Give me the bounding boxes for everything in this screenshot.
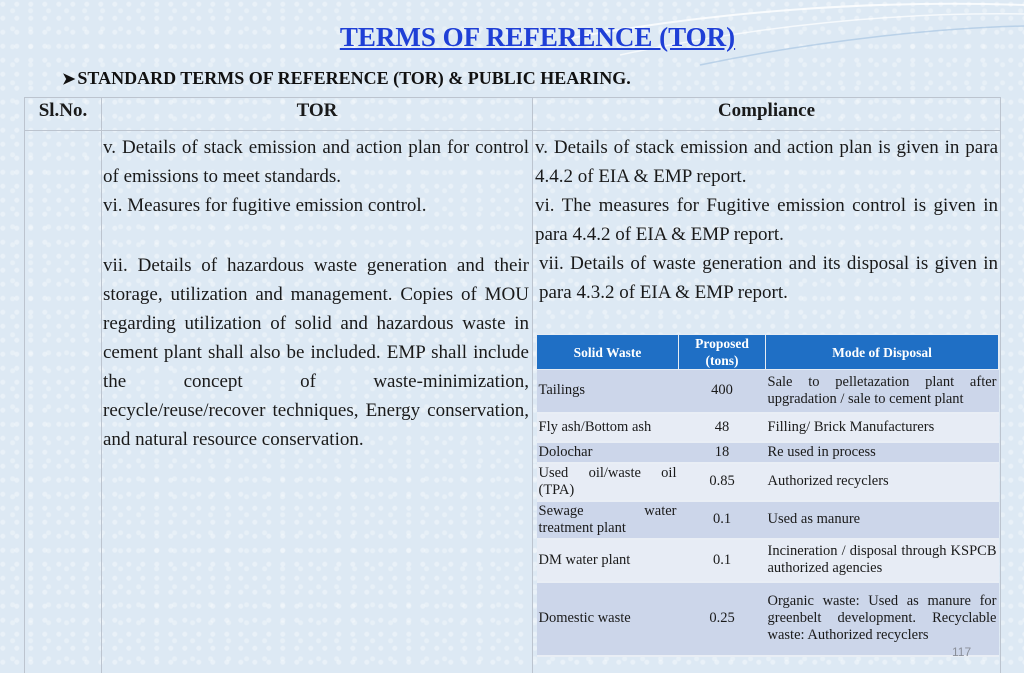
- waste-cell: Fly ash/Bottom ash: [537, 413, 679, 442]
- waste-cell: Used oil/waste oil (TPA): [537, 463, 679, 501]
- compliance-item-vii: vii. Details of waste generation and its disposal is given in para 4.3.2 of EIA & EMP report.: [539, 253, 998, 303]
- tor-item-vi: vi. Measures for fugitive emission control.: [103, 195, 427, 216]
- table-row: [537, 370, 999, 413]
- table-col-divider-2: [532, 97, 533, 673]
- disposal-cell: Sale to pelletazation plant after upgradation / sale to cement plant: [766, 370, 999, 413]
- compliance-column: [535, 133, 998, 307]
- compliance-item-vi: vi. The measures for Fugitive emission control is given in para 4.4.2 of EIA & EMP report.: [535, 195, 998, 245]
- qty-cell: 400: [679, 370, 766, 413]
- page-number: 117: [952, 645, 972, 659]
- subtitle-text: STANDARD TERMS OF REFERENCE (TOR) & PUBLIC HEARING.: [77, 68, 631, 88]
- header-compliance: Compliance: [717, 100, 816, 121]
- page-title: TERMS OF REFERENCE (TOR): [339, 22, 736, 52]
- waste-cell: Domestic waste: [537, 582, 679, 656]
- col-header-solid-waste: Solid Waste: [537, 335, 679, 370]
- table-row: [537, 463, 999, 501]
- table-row: [537, 501, 999, 539]
- qty-cell: 0.85: [679, 463, 766, 501]
- header-tor: TOR: [296, 100, 338, 121]
- disposal-cell: Incineration / disposal through KSPCB authorized agencies: [766, 539, 999, 582]
- header-slno: Sl.No.: [38, 100, 88, 121]
- waste-cell: DM water plant: [537, 539, 679, 582]
- disposal-cell: Filling/ Brick Manufacturers: [766, 413, 999, 442]
- tor-item-vii: vii. Details of hazardous waste generation and their storage, utilization and management. Copies of MOU regarding utilization of solid and hazardous waste in cement plant shall also be included. EMP shall include the concept of waste-minimization, recycle/reuse/recover techniques, Energy conservation, and natural resource conservation.: [103, 255, 529, 450]
- tor-item-v: v. Details of stack emission and action plan for control of emissions to meet standards.: [103, 137, 529, 187]
- disposal-cell: Re used in process: [766, 442, 999, 463]
- table-row: [537, 539, 999, 582]
- qty-cell: 0.1: [679, 501, 766, 539]
- disposal-cell: Organic waste: Used as manure for greenbelt development. Recyclable waste: Authorized recyclers: [766, 582, 999, 656]
- table-row: [537, 442, 999, 463]
- disposal-cell: Authorized recyclers: [766, 463, 999, 501]
- qty-cell: 0.25: [679, 582, 766, 656]
- table-row: [537, 582, 999, 656]
- col-header-proposed: Proposed (tons): [679, 335, 766, 370]
- table-col-divider-1: [101, 97, 102, 673]
- qty-cell: 48: [679, 413, 766, 442]
- tor-column: [103, 133, 529, 454]
- table-border-top: [24, 97, 1001, 98]
- table-row: [537, 413, 999, 442]
- waste-cell: Sewage water treatment plant: [537, 501, 679, 539]
- qty-cell: 0.1: [679, 539, 766, 582]
- table-border-right: [1000, 97, 1001, 673]
- section-subtitle: [62, 68, 631, 89]
- arrow-bullet-icon: ➤: [62, 71, 76, 88]
- solid-waste-table: [536, 334, 999, 657]
- table-header-divider: [24, 130, 1001, 131]
- waste-cell: Tailings: [537, 370, 679, 413]
- col-header-disposal: Mode of Disposal: [766, 335, 999, 370]
- compliance-item-v: v. Details of stack emission and action plan is given in para 4.4.2 of EIA & EMP report.: [535, 137, 998, 187]
- qty-cell: 18: [679, 442, 766, 463]
- table-border-left: [24, 97, 25, 673]
- disposal-cell: Used as manure: [766, 501, 999, 539]
- waste-cell: Dolochar: [537, 442, 679, 463]
